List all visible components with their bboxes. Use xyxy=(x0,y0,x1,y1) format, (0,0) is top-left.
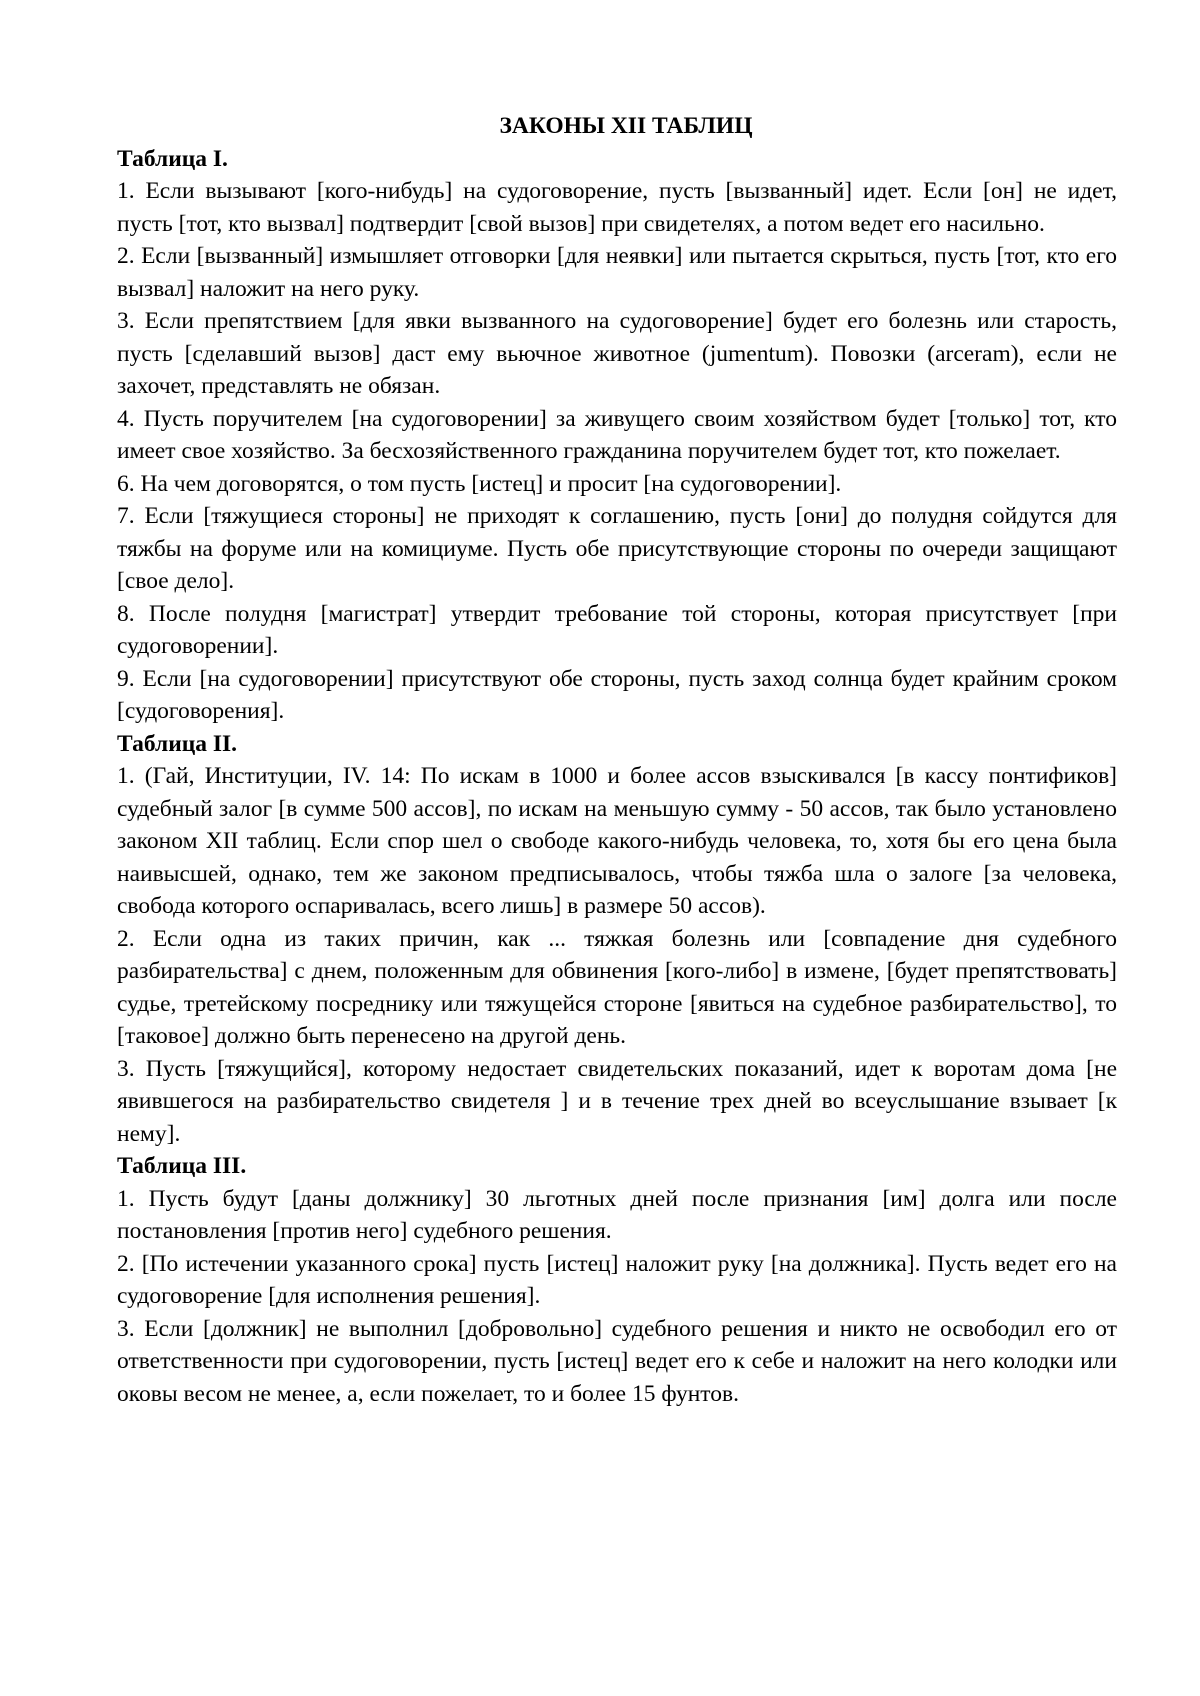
paragraph: 3. Если препятствием [для явки вызванного на судоговорение] будет его болезнь или старость, пусть [сделавший вызов] даст ему вьючное животное (jumentum). Повозки (arceram), если не захочет, представлять не обязан. xyxy=(117,308,1117,399)
document-body xyxy=(117,110,1117,1410)
paragraph: 4. Пусть поручителем [на судоговорении] за живущего своим хозяйством будет [только] тот, кто имеет свое хозяйство. За бесхозяйственного гражданина поручителем будет тот, кто пожелает. xyxy=(117,405,1117,464)
paragraph: 1. Если вызывают [кого-нибудь] на судоговорение, пусть [вызванный] идет. Если [он] не идет, пусть [тот, кто вызвал] подтвердит [свой вызов] при свидетелях, а потом ведет его насильно. xyxy=(117,178,1117,237)
paragraph: 3. Если [должник] не выполнил [добровольно] судебного решения и никто не освободил его от ответственности при судоговорении, пусть [истец] ведет его к себе и наложит на него колодки или оковы весом не менее, а, если пожелает, то и более 15 фунтов. xyxy=(117,1315,1117,1407)
paragraph: 1. Пусть будут [даны должнику] 30 льготных дней после признания [им] долга или после постановления [против него] судебного решения. xyxy=(117,1185,1117,1244)
paragraph: 7. Если [тяжущиеся стороны] не приходят к соглашению, пусть [они] до полудня сойдутся для тяжбы на форуме или на комициуме. Пусть обе присутствующие стороны по очереди защищают [свое дело]. xyxy=(117,503,1117,594)
section-heading-table-2: Таблица II. xyxy=(117,730,238,757)
document-title: ЗАКОНЫ XII ТАБЛИЦ xyxy=(499,113,753,139)
section-heading-table-1: Таблица I. xyxy=(117,145,228,172)
paragraph: 2. [По истечении указанного срока] пусть [истец] наложит руку [на должника]. Пусть ведет его на судоговорение [для исполнения решения]. xyxy=(117,1250,1117,1309)
paragraph: 3. Пусть [тяжущийся], которому недостает свидетельских показаний, идет к воротам дома [не явившегося на разбирательство свидетеля ] и в течение трех дней во всеуслышание взывает [к нему]. xyxy=(117,1055,1117,1147)
paragraph: 8. После полудня [магистрат] утвердит требование той стороны, которая присутствует [при судоговорении]. xyxy=(117,600,1117,659)
paragraph: 9. Если [на судоговорении] присутствуют обе стороны, пусть заход солнца будет крайним сроком [судоговорения]. xyxy=(117,665,1117,724)
paragraph: 2. Если [вызванный] измышляет отговорки [для неявки] или пытается скрыться, пусть [тот, кто его вызвал] наложит на него руку. xyxy=(117,243,1117,302)
paragraph: 1. (Гай, Институции, IV. 14: По искам в 1000 и более ассов взыскивался [в кассу понтификов] судебный залог [в сумме 500 ассов], по искам на меньшую сумму - 50 ассов, так было установлено законом XII таблиц. Если спор шел о свободе какого-нибудь человека, то, хотя бы его цена была наивысшей, однако, тем же законом предписывалось, чтобы тяжба шла о залоге [за человека, свобода которого оспаривалась, всего лишь] в размере 50 ассов). xyxy=(117,763,1117,919)
section-heading-table-3: Таблица III. xyxy=(117,1153,247,1179)
paragraph: 2. Если одна из таких причин, как ... тяжкая болезнь или [совпадение дня судебного разбирательства] с днем, положенным для обвинения [кого-либо] в измене, [будет препятствовать] судье, третейскому посреднику или тяжущейся стороне [явиться на судебное разбирательство], то [таковое] должно быть перенесено на другой день. xyxy=(117,925,1117,1049)
paragraph: 6. На чем договорятся, о том пусть [истец] и просит [на судоговорении]. xyxy=(117,470,842,497)
